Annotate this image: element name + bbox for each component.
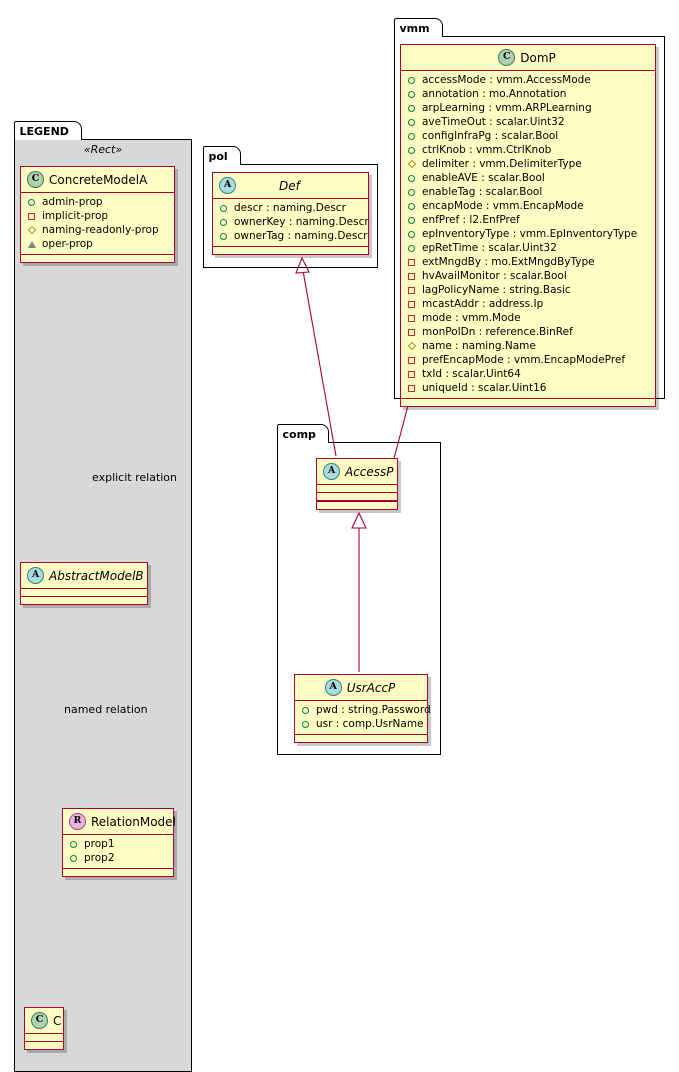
attributes-compartment xyxy=(21,589,147,596)
attribute-label: naming-readonly-prop xyxy=(42,224,159,237)
operations-compartment xyxy=(401,399,655,406)
attribute-label: mode : vmm.Mode xyxy=(422,312,521,325)
attribute-row xyxy=(401,339,655,353)
attribute-label: prefEncapMode : vmm.EncapModePref xyxy=(422,354,626,367)
attribute-row xyxy=(401,381,655,395)
attribute-label: ownerKey : naming.Descr xyxy=(234,216,369,229)
class-accessp-header xyxy=(317,459,397,484)
attribute-row xyxy=(401,129,655,143)
attributes-compartment xyxy=(317,485,397,492)
visibility-public-icon xyxy=(220,204,229,213)
abstract-class-icon-badge: A xyxy=(27,567,44,584)
attribute-label: accessMode : vmm.AccessMode xyxy=(422,74,591,87)
attribute-row xyxy=(401,367,655,381)
class-relationmodel-name: RelationModel xyxy=(91,814,176,829)
visibility-protected-icon xyxy=(408,342,417,351)
attribute-row xyxy=(21,195,174,209)
class-def-name: Def xyxy=(279,178,300,193)
class-usraccp-name: UsrAccP xyxy=(346,680,396,695)
package-legend-label: LEGEND xyxy=(14,121,82,140)
attribute-row xyxy=(401,171,655,185)
edge-label-explicit-relation: explicit relation xyxy=(92,471,178,484)
class-abstractmodelb[interactable] xyxy=(20,562,148,605)
class-concretemodela-attrs xyxy=(21,193,174,254)
legend-stereotype: «Rect» xyxy=(83,143,123,156)
attribute-row xyxy=(63,837,173,851)
attribute-label: uniqueId : scalar.Uint16 xyxy=(422,382,547,395)
attribute-label: enfPref : l2.EnfPref xyxy=(422,214,520,227)
class-domp-header xyxy=(401,45,655,70)
attribute-label: encapMode : vmm.EncapMode xyxy=(422,200,584,213)
visibility-protected-icon xyxy=(28,226,37,235)
visibility-public-icon xyxy=(408,188,417,197)
attribute-label: ownerTag : naming.Descr xyxy=(234,230,368,243)
operations-compartment xyxy=(21,255,174,262)
attribute-row xyxy=(401,255,655,269)
visibility-public-icon xyxy=(408,118,417,127)
visibility-public-icon xyxy=(70,854,79,863)
visibility-public-icon xyxy=(408,104,417,113)
attribute-label: admin-prop xyxy=(42,196,103,209)
attribute-row xyxy=(213,229,368,243)
class-abstractmodelb-header xyxy=(21,563,147,588)
attribute-label: hvAvailMonitor : scalar.Bool xyxy=(422,270,567,283)
attribute-row xyxy=(401,157,655,171)
operations-compartment xyxy=(25,1042,63,1049)
class-c-header xyxy=(25,1008,63,1033)
attribute-label: ctrlKnob : vmm.CtrlKnob xyxy=(422,144,552,157)
visibility-public-icon xyxy=(220,232,229,241)
visibility-protected-icon xyxy=(408,160,417,169)
attribute-row xyxy=(63,851,173,865)
class-c[interactable] xyxy=(24,1007,64,1050)
attribute-label: pwd : string.Password xyxy=(316,704,431,717)
visibility-public-icon xyxy=(302,720,311,729)
attribute-label: usr : comp.UsrName xyxy=(316,718,424,731)
attribute-row xyxy=(401,283,655,297)
attribute-row xyxy=(401,185,655,199)
visibility-public-icon xyxy=(408,230,417,239)
class-domp[interactable] xyxy=(400,44,656,407)
attribute-label: prop2 xyxy=(84,852,115,865)
visibility-private-icon xyxy=(408,286,417,295)
visibility-public-icon xyxy=(408,244,417,253)
attribute-label: prop1 xyxy=(84,838,115,851)
package-vmm-label: vmm xyxy=(394,18,443,37)
attribute-row xyxy=(401,87,655,101)
package-legend xyxy=(14,125,192,1072)
class-domp-name: DomP xyxy=(520,50,556,65)
attribute-label: enableAVE : scalar.Bool xyxy=(422,172,545,185)
class-domp-attrs xyxy=(401,71,655,398)
edge-label-named-relation: named relation xyxy=(64,703,148,716)
attribute-row xyxy=(21,209,174,223)
class-usraccp[interactable] xyxy=(294,674,431,743)
attribute-row xyxy=(401,241,655,255)
operations-compartment-b xyxy=(317,502,397,509)
visibility-public-icon xyxy=(70,840,79,849)
attribute-row xyxy=(401,311,655,325)
attribute-row xyxy=(295,703,431,717)
attribute-label: enableTag : scalar.Bool xyxy=(422,186,543,199)
attributes-compartment xyxy=(25,1034,63,1041)
package-pol-label: pol xyxy=(203,146,241,165)
attribute-label: aveTimeOut : scalar.Uint32 xyxy=(422,116,565,129)
relation-class-icon-badge: R xyxy=(69,813,86,830)
class-abstractmodelb-name: AbstractModelB xyxy=(49,568,144,583)
attribute-row xyxy=(213,215,368,229)
attribute-label: monPolDn : reference.BinRef xyxy=(422,326,573,339)
attribute-label: configInfraPg : scalar.Bool xyxy=(422,130,559,143)
visibility-private-icon xyxy=(28,212,37,221)
attribute-row xyxy=(401,269,655,283)
visibility-public-icon xyxy=(408,216,417,225)
attribute-row xyxy=(21,237,174,251)
class-accessp-name: AccessP xyxy=(345,464,394,479)
attribute-label: lagPolicyName : string.Basic xyxy=(422,284,571,297)
class-usraccp-header xyxy=(295,675,427,700)
operations-compartment xyxy=(213,247,368,254)
attribute-row xyxy=(401,227,655,241)
visibility-public-icon xyxy=(302,706,311,715)
operations-compartment xyxy=(295,735,427,742)
visibility-public-icon xyxy=(408,146,417,155)
abstract-class-icon-badge: A xyxy=(219,177,236,194)
operations-compartment xyxy=(21,597,147,604)
visibility-package-icon xyxy=(28,240,37,249)
attribute-row xyxy=(401,143,655,157)
attribute-row xyxy=(401,213,655,227)
visibility-public-icon xyxy=(408,76,417,85)
class-concretemodela-header xyxy=(21,167,174,192)
attribute-label: mcastAddr : address.Ip xyxy=(422,298,544,311)
attribute-label: oper-prop xyxy=(42,238,93,251)
visibility-public-icon xyxy=(408,90,417,99)
attribute-label: epRetTime : scalar.Uint32 xyxy=(422,242,557,255)
visibility-private-icon xyxy=(408,314,417,323)
class-def[interactable] xyxy=(212,172,369,255)
class-c-name: C xyxy=(53,1013,62,1028)
attribute-row xyxy=(401,353,655,367)
visibility-public-icon xyxy=(408,174,417,183)
attribute-label: epInventoryType : vmm.EpInventoryType xyxy=(422,228,638,241)
attribute-label: arpLearning : vmm.ARPLearning xyxy=(422,102,592,115)
attribute-label: txId : scalar.Uint64 xyxy=(422,368,521,381)
attribute-row xyxy=(401,199,655,213)
class-accessp[interactable] xyxy=(316,458,398,510)
package-comp-label: comp xyxy=(277,424,329,443)
class-def-header xyxy=(213,173,368,198)
attribute-row xyxy=(401,101,655,115)
attribute-label: delimiter : vmm.DelimiterType xyxy=(422,158,582,171)
visibility-public-icon xyxy=(408,132,417,141)
attribute-label: descr : naming.Descr xyxy=(234,202,346,215)
attribute-row xyxy=(401,73,655,87)
class-icon-badge: C xyxy=(31,1012,48,1029)
visibility-public-icon xyxy=(28,198,37,207)
class-icon-badge: C xyxy=(498,49,515,66)
class-concretemodela[interactable] xyxy=(20,166,175,263)
class-concretemodela-name: ConcreteModelA xyxy=(49,172,148,187)
class-relationmodel-attrs xyxy=(63,835,173,868)
class-def-attrs xyxy=(213,199,368,246)
visibility-private-icon xyxy=(408,328,417,337)
attribute-row xyxy=(295,717,427,731)
abstract-class-icon-badge: A xyxy=(323,463,340,480)
visibility-private-icon xyxy=(408,384,417,393)
visibility-private-icon xyxy=(408,258,417,267)
class-icon-badge: C xyxy=(27,171,44,188)
class-usraccp-attrs xyxy=(295,701,431,734)
attribute-row xyxy=(213,201,368,215)
class-relationmodel-header xyxy=(63,809,176,834)
attribute-label: name : naming.Name xyxy=(422,340,536,353)
visibility-private-icon xyxy=(408,356,417,365)
class-relationmodel[interactable] xyxy=(62,808,174,877)
visibility-private-icon xyxy=(408,300,417,309)
operations-compartment-a xyxy=(317,493,397,500)
abstract-class-icon-badge: A xyxy=(325,679,342,696)
operations-compartment xyxy=(63,869,173,876)
attribute-label: annotation : mo.Annotation xyxy=(422,88,567,101)
attribute-row xyxy=(21,223,174,237)
visibility-private-icon xyxy=(408,370,417,379)
attribute-label: extMngdBy : mo.ExtMngdByType xyxy=(422,256,595,269)
visibility-private-icon xyxy=(408,272,417,281)
attribute-row xyxy=(401,297,655,311)
attribute-label: implicit-prop xyxy=(42,210,109,223)
attribute-row xyxy=(401,325,655,339)
attribute-row xyxy=(401,115,655,129)
visibility-public-icon xyxy=(220,218,229,227)
visibility-public-icon xyxy=(408,202,417,211)
